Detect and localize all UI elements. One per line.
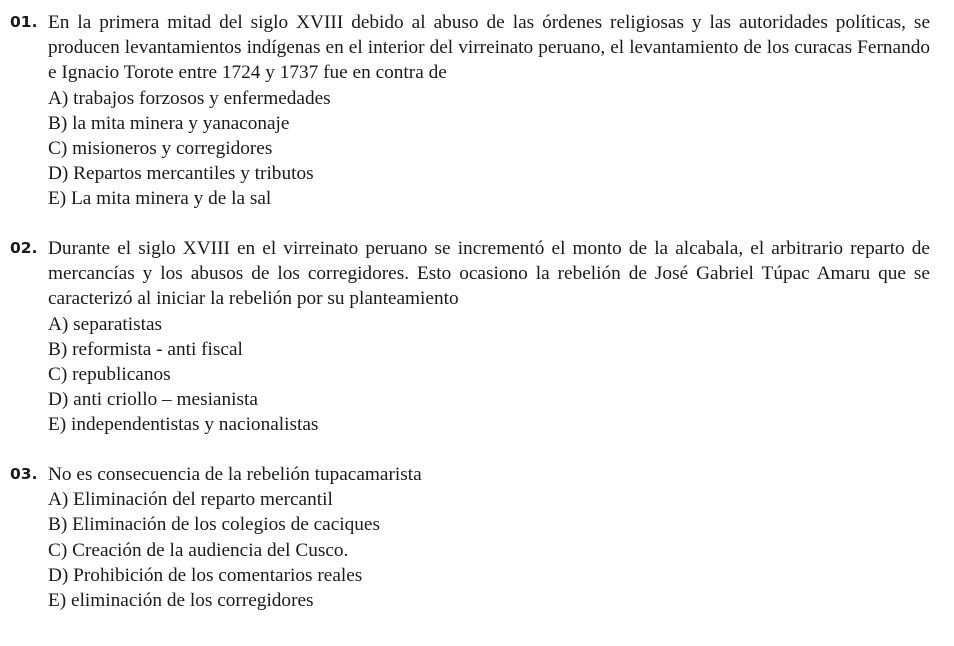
question-text: No es consecuencia de la rebelión tupacamarista xyxy=(48,464,422,485)
question-stem xyxy=(10,236,930,312)
option-b[interactable]: B) la mita minera y yanaconaje xyxy=(48,112,290,134)
option-c[interactable]: C) misioneros y corregidores xyxy=(48,138,273,160)
option-e[interactable]: E) eliminación de los corregidores xyxy=(48,590,314,612)
question-stem xyxy=(10,462,930,487)
option-a[interactable]: A) Eliminación del reparto mercantil xyxy=(48,489,333,511)
question-text: Durante el siglo XVIII en el virreinato peruano se incrementó el monto de la alcabala, el arbitrario reparto de mercancías y los abusos de los corregidores. Esto ocasiono la rebelión de José Gabriel Túpac Amaru que se caracterizó al iniciar la rebelión por su planteamiento xyxy=(48,238,930,310)
question-1 xyxy=(10,10,930,212)
option-b[interactable]: B) Eliminación de los colegios de caciques xyxy=(48,514,380,536)
option-d[interactable]: D) Prohibición de los comentarios reales xyxy=(48,564,363,586)
option-c[interactable]: C) Creación de la audiencia del Cusco. xyxy=(48,539,349,561)
option-e[interactable]: E) La mita minera y de la sal xyxy=(48,188,272,210)
question-text: En la primera mitad del siglo XVIII debido al abuso de las órdenes religiosas y las autoridades políticas, se producen levantamientos indígenas en el interior del virreinato peruano, el levantamiento de los curacas Fernando e Ignacio Torote entre 1724 y 1737 fue en contra de xyxy=(48,12,930,84)
question-stem xyxy=(10,10,930,86)
question-2 xyxy=(10,236,930,438)
options-list xyxy=(10,487,930,613)
option-b[interactable]: B) reformista - anti fiscal xyxy=(48,338,243,360)
option-c[interactable]: C) republicanos xyxy=(48,364,171,386)
question-3 xyxy=(10,462,930,613)
option-d[interactable]: D) anti criollo – mesianista xyxy=(48,389,258,411)
option-a[interactable]: A) separatistas xyxy=(48,313,163,335)
question-number: 01. xyxy=(10,13,38,31)
option-d[interactable]: D) Repartos mercantiles y tributos xyxy=(48,163,314,185)
option-a[interactable]: A) trabajos forzosos y enfermedades xyxy=(48,87,331,109)
question-number: 02. xyxy=(10,239,38,257)
options-list xyxy=(10,312,930,438)
options-list xyxy=(10,86,930,212)
option-e[interactable]: E) independentistas y nacionalistas xyxy=(48,414,319,436)
question-number: 03. xyxy=(10,465,38,483)
